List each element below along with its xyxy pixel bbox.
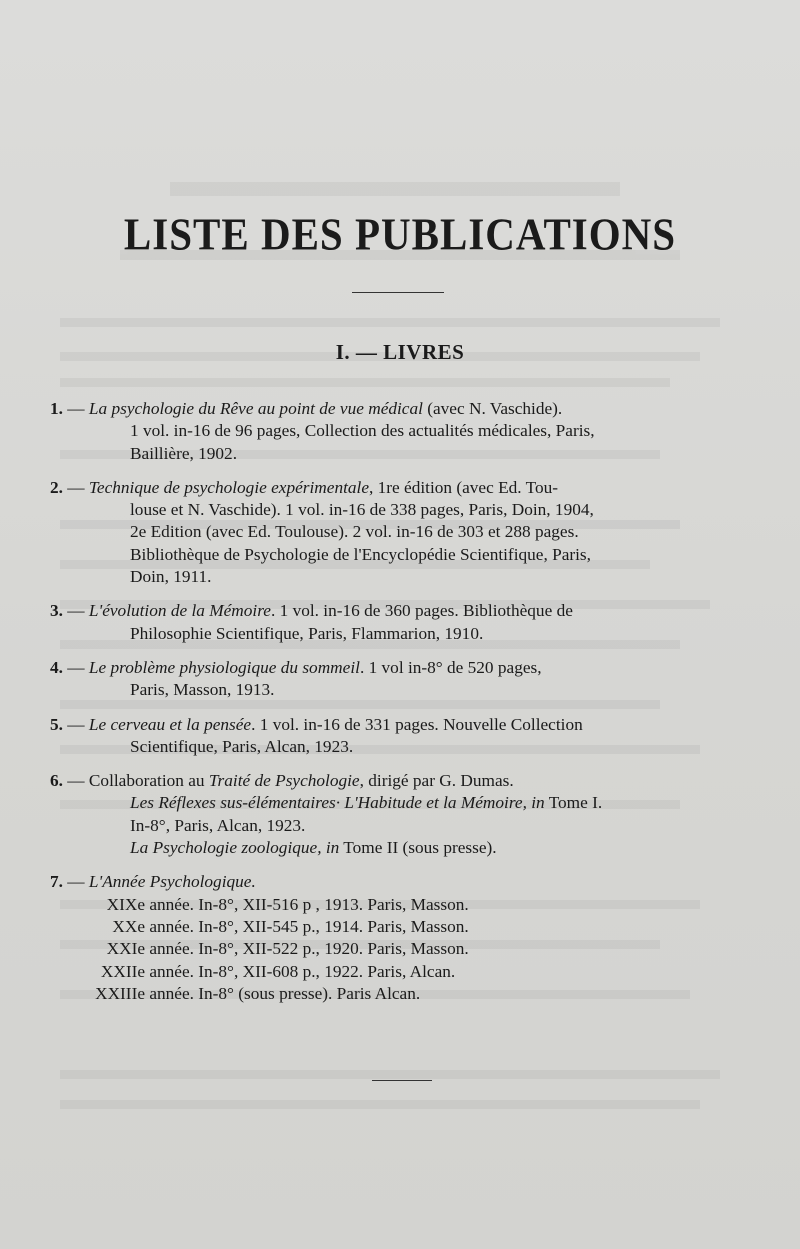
- entry-text: (avec N. Vaschide).: [422, 399, 563, 418]
- entry-number: 5.: [50, 714, 63, 734]
- entry-text: in: [321, 838, 340, 858]
- book-title: Le problème physiologique du sommeil: [88, 657, 360, 677]
- book-title: L'Année Psychologique.: [88, 872, 256, 892]
- section-heading: I. — LIVRES: [335, 340, 465, 364]
- volume-number: XXIe: [106, 939, 145, 959]
- entry-text: louse et N. Vaschide). 1 vol. in-16 de 338 pages, Paris, Doin, 1904,: [130, 500, 594, 520]
- entry-number: 4.: [50, 657, 63, 677]
- entry-dash: —: [67, 657, 85, 677]
- entry-text: Scientifique, Paris, Alcan, 1923.: [130, 736, 354, 756]
- volume-line: [50, 916, 730, 938]
- entry-dash: —: [67, 771, 85, 791]
- volume-number: XXe: [112, 916, 145, 936]
- entry-number: 3.: [50, 601, 63, 621]
- entry-text: Tome I.: [544, 793, 603, 813]
- entry-text: Doin, 1911.: [130, 567, 212, 587]
- list-item: [50, 600, 730, 645]
- entry-number: 1.: [50, 399, 63, 418]
- list-item: [50, 398, 730, 465]
- entry-number: 6.: [50, 771, 63, 791]
- page-title: LISTE DES PUBLICATIONS: [123, 208, 677, 260]
- entry-dash: —: [67, 714, 85, 734]
- entry-dash: —: [67, 601, 85, 621]
- book-title: Technique de psychologie expérimentale: [88, 477, 370, 497]
- entry-dash: —: [67, 872, 85, 892]
- entry-text: année. In-8° (sous presse). Paris Alcan.: [149, 983, 421, 1003]
- entry-text: 2e Edition (avec Ed. Toulouse). 2 vol. in-16 de 303 et 288 pages.: [130, 522, 579, 542]
- entry-text: année. In-8°, XII-522 p., 1920. Paris, Masson.: [149, 939, 469, 959]
- book-title: L'évolution de la Mémoire: [88, 601, 271, 621]
- chapter-title: La Psychologie zoologique,: [130, 838, 322, 858]
- list-item: [50, 770, 730, 859]
- chapter-title: Les Réflexes sus-élémentaires· L'Habitude et la Mémoire,: [130, 793, 527, 813]
- entry-text: . 1 vol in-8° de 520 pages,: [359, 657, 542, 677]
- book-title: La psychologie du Rêve au point de vue médical: [88, 399, 423, 418]
- list-item: [50, 477, 730, 588]
- book-title: Le cerveau et la pensée: [88, 714, 252, 734]
- entry-text: in: [526, 793, 545, 813]
- entry-text: . 1 vol. in-16 de 331 pages. Nouvelle Collection: [251, 714, 583, 734]
- entry-text: Bibliothèque de Psychologie de l'Encyclopédie Scientifique, Paris,: [130, 544, 591, 564]
- volume-number: XIXe: [106, 894, 145, 914]
- list-item: [50, 871, 730, 1005]
- entry-text: année. In-8°, XII-516 p , 1913. Paris, Masson.: [149, 894, 469, 914]
- volume-line: [50, 983, 730, 1005]
- entry-text: 1 vol. in-16 de 96 pages, Collection des actualités médicales, Paris,: [130, 421, 595, 441]
- volume-line: [50, 894, 730, 916]
- list-item: [50, 714, 730, 759]
- entry-text: In-8°, Paris, Alcan, 1923.: [130, 815, 306, 835]
- book-title: Traité de Psychologie: [208, 771, 360, 791]
- volume-line: [50, 938, 730, 960]
- title-rule: [352, 292, 444, 293]
- entry-text: . 1 vol. in-16 de 360 pages. Bibliothèque de: [270, 601, 573, 621]
- end-rule: [372, 1080, 432, 1081]
- entry-text: , 1re édition (avec Ed. Tou-: [369, 477, 558, 497]
- list-item: [50, 657, 730, 702]
- volume-number: XXIIe: [100, 961, 145, 981]
- entry-number: 2.: [50, 477, 63, 497]
- entry-text: Tome II (sous presse).: [339, 838, 497, 858]
- entry-text: année. In-8°, XII-545 p., 1914. Paris, Masson.: [149, 916, 469, 936]
- volume-line: [50, 961, 730, 983]
- entry-text: Philosophie Scientifique, Paris, Flammarion, 1910.: [130, 623, 484, 643]
- entry-text: Baillière, 1902.: [130, 443, 238, 463]
- entry-dash: —: [67, 477, 85, 497]
- entry-text: , dirigé par G. Dumas.: [359, 771, 514, 791]
- volume-number: XXIIIe: [95, 983, 145, 1003]
- entry-text: Collaboration au: [88, 771, 209, 791]
- entry-number: 7.: [50, 872, 63, 892]
- publication-list: [50, 398, 730, 1017]
- entry-dash: —: [67, 399, 85, 418]
- entry-text: année. In-8°, XII-608 p., 1922. Paris, Alcan.: [149, 961, 456, 981]
- entry-text: Paris, Masson, 1913.: [130, 680, 275, 700]
